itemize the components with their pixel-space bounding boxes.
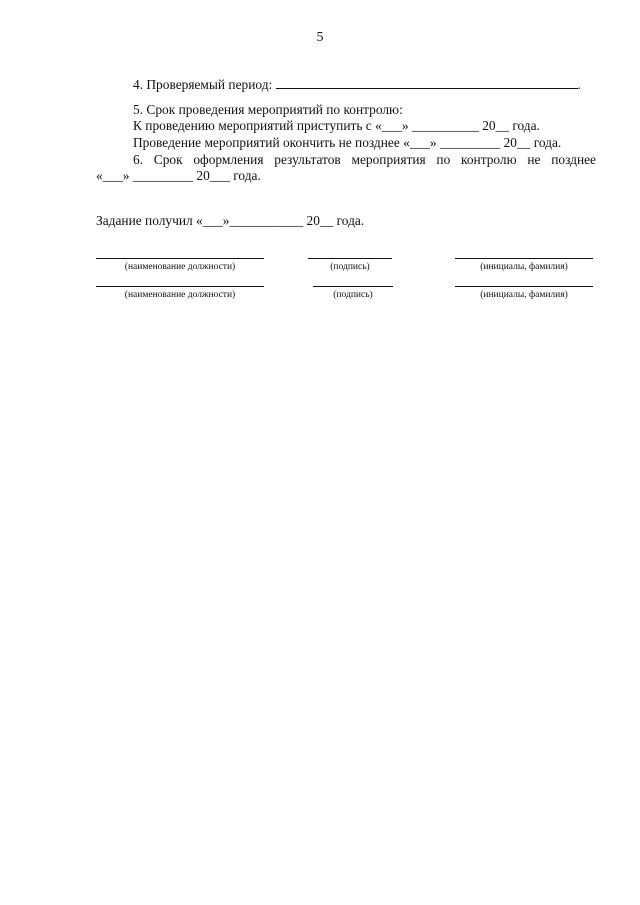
signature-line-2[interactable] <box>313 286 393 287</box>
position-block-2 <box>96 286 264 301</box>
name-caption-2: (инициалы, фамилия) <box>480 290 568 300</box>
start-date-line: К проведению мероприятий приступить с «___» __________ 20__ года. <box>133 118 540 133</box>
period-field[interactable] <box>276 76 578 89</box>
signature-caption-1: (подпись) <box>330 262 370 272</box>
end-date-line: Проведение мероприятий окончить не позднее «___» _________ 20__ года. <box>133 135 562 150</box>
signature-block-2 <box>313 286 393 301</box>
results-deadline-line1: 6. Срок оформления результатов мероприятия по контролю не позднее <box>133 152 596 167</box>
signature-line-1[interactable] <box>308 258 392 259</box>
timing-heading: 5. Срок проведения мероприятий по контролю: <box>133 102 403 117</box>
name-caption-1: (инициалы, фамилия) <box>480 262 568 272</box>
position-line-2[interactable] <box>96 286 264 287</box>
name-block-2 <box>455 286 593 301</box>
task-received-line: Задание получил «___»___________ 20__ года. <box>96 213 365 228</box>
position-caption-2: (наименование должности) <box>124 290 236 300</box>
page-number: 5 <box>316 30 324 45</box>
signature-block-1 <box>308 258 392 273</box>
position-block-1 <box>96 258 264 273</box>
position-caption-1: (наименование должности) <box>124 262 236 272</box>
name-line-1[interactable] <box>455 258 593 259</box>
results-deadline-line2: «___» _________ 20___ года. <box>96 168 261 183</box>
period-label: 4. Проверяемый период: <box>133 77 273 92</box>
name-block-1 <box>455 258 593 273</box>
period-end: . <box>577 77 581 92</box>
period-row <box>133 76 581 93</box>
signature-caption-2: (подпись) <box>333 290 373 300</box>
name-line-2[interactable] <box>455 286 593 287</box>
position-line-1[interactable] <box>96 258 264 259</box>
